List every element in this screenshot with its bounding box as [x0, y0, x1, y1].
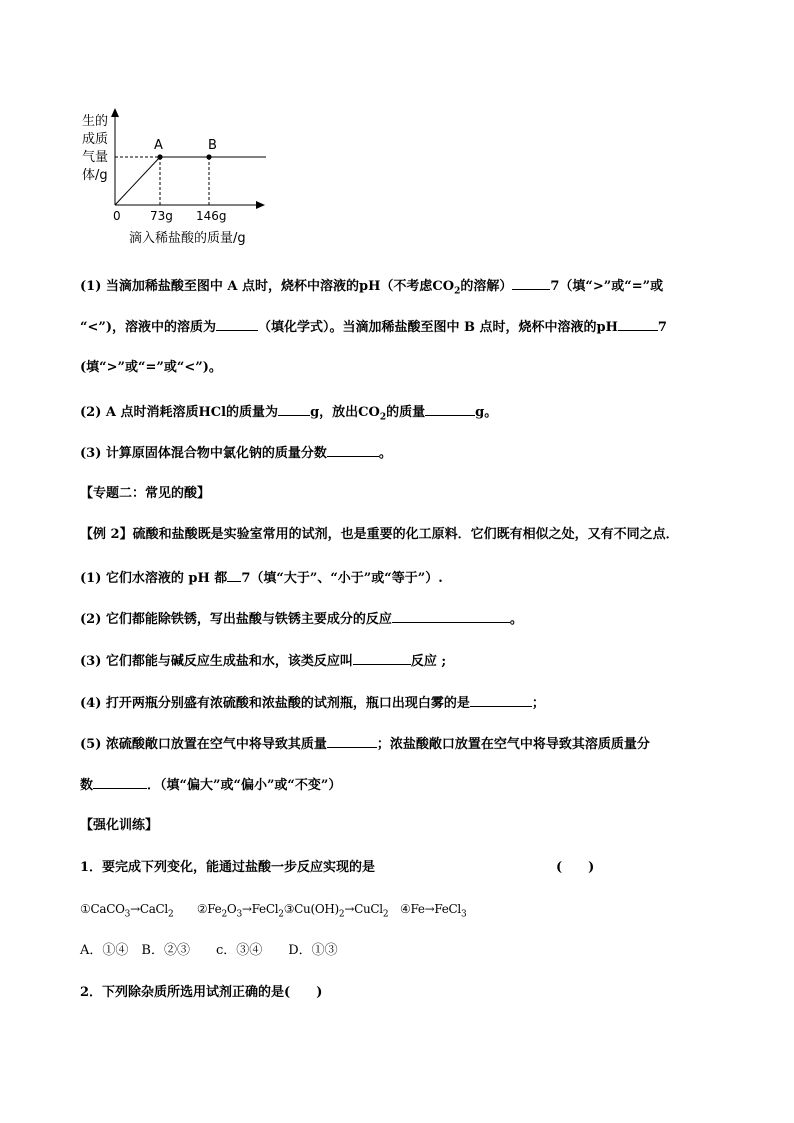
section-heading-topic-2: 【专题二：常见的酸】	[80, 486, 211, 501]
training-q1: 1．要完成下列变化，能通过盐酸一步反应实现的是	[80, 860, 376, 875]
training-q1-answer-paren: ( )	[556, 860, 595, 875]
y-axis-label-line-1: 生的	[82, 114, 109, 129]
question-1-line-2: “<”)，溶液中的溶质为 （填化学式）。当滴加稀盐酸至图中 B 点时，烧杯中溶液的pH 7	[80, 320, 667, 335]
example-2-q5-line-1: (5) 浓硫酸敞口放置在空气中将导致其质量 ；浓盐酸敞口放置在空气中将导致其溶质质量分	[80, 737, 650, 752]
y-axis-label-line-4: 体/g	[82, 168, 108, 183]
x-axis-arrow	[256, 201, 265, 209]
rising-line	[115, 157, 160, 205]
training-q1-options: A．①④ B．②③ c．③④ D．①③	[80, 943, 338, 958]
example-2-q4: (4) 打开两瓶分别盛有浓硫酸和浓盐酸的试剂瓶，瓶口出现白雾的是 ；	[80, 696, 545, 711]
point-b	[206, 154, 211, 159]
x-axis-label: 滴入稀盐酸的质量/g	[129, 231, 246, 246]
point-a-label: A	[154, 138, 163, 153]
question-3: (3) 计算原固体混合物中氯化钠的质量分数 。	[80, 446, 392, 461]
example-2-q2: (2) 它们都能除铁锈，写出盐酸与铁锈主要成分的反应 。	[80, 612, 523, 627]
y-axis-label-line-3: 气量	[82, 150, 109, 165]
example-2-q5-line-2: 数 ．（填“偏大”或“偏小”或“不变”）	[80, 778, 342, 793]
training-q1-items: ①CaCO$_3$→CaCl$_2$ $②Fe_2O_3\to FeCl_2③Cu(OH)_2\to CuCl_2$ ④Fe→FeCl$_3$	[80, 902, 467, 920]
x-tick-146g: 146g	[196, 209, 227, 223]
y-axis-arrow	[111, 108, 119, 117]
reaction-graph	[70, 105, 290, 255]
example-2-q1: (1) 它们水溶液的 pH 都 7（填“大于”、“小于”或“等于”）.	[80, 571, 443, 586]
x-tick-73g: 73g	[150, 209, 173, 223]
point-b-label: B	[208, 138, 217, 153]
question-2: (2) A 点时消耗溶质HCl的质量为 g，放出$CO_2$的质量 g。	[80, 405, 498, 423]
origin-label: 0	[113, 209, 121, 223]
question-1-line-3: (填“>”或“=”或“<”)。	[80, 360, 222, 375]
training-q2: 2．下列除杂质所选用试剂正确的是( )	[80, 985, 323, 1000]
example-2-q3: (3) 它们都能与碱反应生成盐和水，该类反应叫 反应 ;	[80, 654, 447, 669]
point-a	[157, 154, 162, 159]
question-1-line-1: (1) 当滴加稀盐酸至图中 A 点时，烧杯中溶液的pH（不考虑$CO_2$的溶解） 7（填“>”或“=”或	[80, 279, 664, 297]
section-heading-training: 【强化训练】	[80, 818, 159, 833]
y-axis-label-line-2: 成质	[82, 132, 109, 147]
example-2-intro: 【例 2】硫酸和盐酸既是实验室常用的试剂，也是重要的化工原料．它们既有相似之处，又有不同之点．	[80, 527, 679, 542]
